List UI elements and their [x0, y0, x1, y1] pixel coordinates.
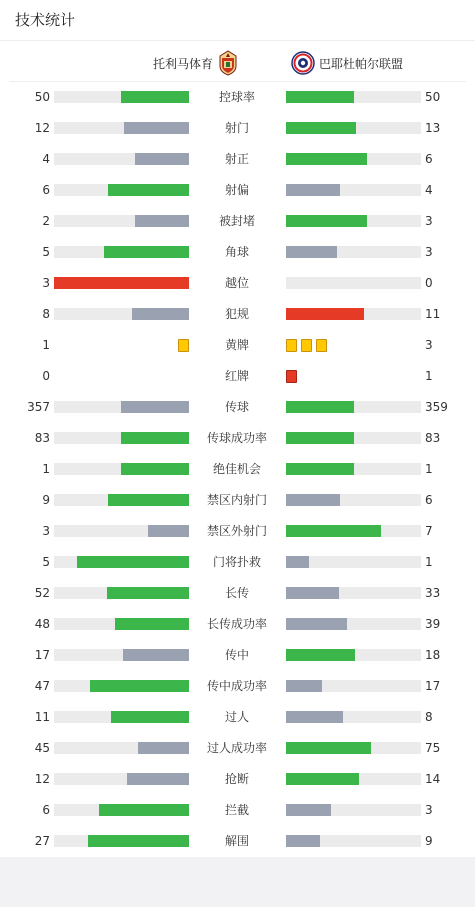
home-bar-fill	[108, 184, 189, 196]
stat-row	[0, 640, 475, 671]
home-value: 52	[34, 586, 50, 600]
stat-label: 越位	[224, 276, 249, 290]
home-value: 5	[42, 555, 50, 569]
stat-label: 过人	[224, 710, 249, 724]
stat-row	[0, 144, 475, 175]
home-value: 17	[34, 648, 50, 662]
home-bar-fill	[123, 649, 189, 661]
home-value: 5	[42, 245, 50, 259]
stat-label: 长传	[224, 586, 249, 600]
away-bar-fill	[286, 184, 340, 196]
stat-label: 禁区外射门	[206, 524, 267, 538]
home-value: 50	[34, 90, 50, 104]
home-bar-fill	[77, 556, 189, 568]
away-value: 39	[425, 617, 441, 631]
stat-label: 角球	[224, 245, 249, 259]
home-value: 47	[34, 679, 50, 693]
away-bar-track	[286, 184, 421, 196]
home-bar-fill	[111, 711, 189, 723]
away-value: 359	[425, 400, 448, 414]
stat-label: 门将扑救	[212, 555, 261, 569]
home-value: 2	[42, 214, 50, 228]
away-value: 3	[425, 803, 433, 817]
away-value: 3	[425, 338, 433, 352]
home-bar-track	[54, 587, 189, 599]
home-bar-fill	[121, 91, 189, 103]
home-value: 6	[42, 803, 50, 817]
home-value: 83	[34, 431, 50, 445]
home-bar-track	[54, 742, 189, 754]
home-bar-fill	[124, 122, 189, 134]
stat-row	[0, 609, 475, 640]
stat-row	[0, 237, 475, 268]
home-bar-track	[54, 91, 189, 103]
home-bar-track	[54, 401, 189, 413]
stat-label: 绝佳机会	[212, 462, 261, 476]
away-value: 1	[425, 555, 433, 569]
home-team-crest-icon	[219, 50, 237, 76]
home-bar-fill	[108, 494, 189, 506]
stat-label: 黄牌	[224, 338, 249, 352]
stat-label: 射门	[224, 121, 249, 135]
home-bar-fill	[104, 246, 189, 258]
stat-label: 拦截	[224, 803, 249, 817]
home-value: 0	[42, 369, 50, 383]
home-bar-track	[54, 277, 189, 289]
home-bar-fill	[54, 277, 189, 289]
yellow-card-icon	[301, 339, 312, 352]
home-bar-fill	[138, 742, 189, 754]
home-bar-fill	[88, 835, 189, 847]
away-bar-fill	[286, 401, 354, 413]
stat-label: 禁区内射门	[206, 493, 267, 507]
away-value: 3	[425, 245, 433, 259]
home-value: 27	[34, 834, 50, 848]
yellow-card-icon	[286, 339, 297, 352]
home-team[interactable]	[153, 50, 237, 76]
home-bar-track	[54, 122, 189, 134]
stat-row	[0, 206, 475, 237]
stat-row	[0, 671, 475, 702]
home-bar-track	[54, 711, 189, 723]
home-team-name: 托利马体育	[152, 56, 213, 71]
home-bar-track	[54, 649, 189, 661]
away-bar-track	[286, 711, 421, 723]
stat-label: 传球	[224, 400, 249, 414]
home-value: 3	[42, 276, 50, 290]
away-bar-track	[286, 246, 421, 258]
away-bar-fill	[286, 711, 343, 723]
away-bar-track	[286, 680, 421, 692]
teams-header	[9, 41, 466, 82]
away-value: 75	[425, 741, 441, 755]
home-bar-fill	[121, 432, 189, 444]
away-bar-track	[286, 494, 421, 506]
away-value: 4	[425, 183, 433, 197]
home-bar-track	[54, 215, 189, 227]
stat-row	[0, 795, 475, 826]
away-bar-track	[286, 277, 421, 289]
stat-row	[0, 423, 475, 454]
away-value: 0	[425, 276, 433, 290]
stat-label: 射正	[224, 152, 249, 166]
stat-label: 抢断	[224, 772, 249, 786]
away-cards	[286, 339, 327, 352]
home-value: 12	[34, 121, 50, 135]
away-bar-fill	[286, 308, 364, 320]
home-bar-fill	[99, 804, 189, 816]
home-bar-track	[54, 525, 189, 537]
home-bar-fill	[148, 525, 189, 537]
away-bar-track	[286, 773, 421, 785]
away-bar-track	[286, 401, 421, 413]
away-bar-track	[286, 587, 421, 599]
stat-label: 被封堵	[218, 214, 255, 228]
away-bar-fill	[286, 804, 331, 816]
home-bar-track	[54, 246, 189, 258]
stat-label: 解围	[224, 834, 249, 848]
home-bar-fill	[90, 680, 189, 692]
away-value: 3	[425, 214, 433, 228]
stat-label: 红牌	[224, 369, 249, 383]
away-bar-fill	[286, 835, 320, 847]
stat-row	[0, 299, 475, 330]
away-bar-track	[286, 835, 421, 847]
home-bar-track	[54, 308, 189, 320]
stat-label: 传中成功率	[206, 679, 267, 693]
home-value: 6	[42, 183, 50, 197]
home-value: 357	[27, 400, 50, 414]
home-value: 8	[42, 307, 50, 321]
home-bar-track	[54, 835, 189, 847]
away-team-crest-icon	[291, 51, 315, 75]
home-bar-track	[54, 618, 189, 630]
home-bar-fill	[135, 215, 189, 227]
stat-label: 过人成功率	[206, 741, 267, 755]
stat-row	[0, 702, 475, 733]
home-bar-fill	[127, 773, 189, 785]
home-value: 45	[34, 741, 50, 755]
home-value: 1	[42, 462, 50, 476]
stat-row	[0, 268, 475, 299]
yellow-card-icon	[316, 339, 327, 352]
stat-label: 传中	[224, 648, 249, 662]
stat-row	[0, 392, 475, 423]
away-value: 17	[425, 679, 441, 693]
stat-row	[0, 485, 475, 516]
home-bar-track	[54, 184, 189, 196]
home-bar-fill	[121, 463, 189, 475]
home-value: 3	[42, 524, 50, 538]
away-cards	[286, 370, 297, 383]
away-bar-track	[286, 215, 421, 227]
home-bar-fill	[115, 618, 189, 630]
away-bar-fill	[286, 742, 371, 754]
stat-label: 控球率	[218, 90, 255, 104]
stat-row	[0, 733, 475, 764]
home-bar-track	[54, 153, 189, 165]
stat-label: 长传成功率	[206, 617, 267, 631]
away-bar-fill	[286, 525, 381, 537]
away-bar-fill	[286, 246, 337, 258]
home-bar-fill	[132, 308, 189, 320]
away-value: 7	[425, 524, 433, 538]
away-bar-track	[286, 556, 421, 568]
stat-row	[0, 516, 475, 547]
home-value: 4	[42, 152, 50, 166]
away-bar-track	[286, 91, 421, 103]
away-bar-fill	[286, 463, 354, 475]
stat-row	[0, 175, 475, 206]
home-bar-fill	[107, 587, 189, 599]
away-value: 18	[425, 648, 441, 662]
away-bar-fill	[286, 494, 340, 506]
page-title: 技术统计	[0, 0, 475, 41]
yellow-card-icon	[178, 339, 189, 352]
home-bar-track	[54, 432, 189, 444]
stats-list	[0, 82, 475, 857]
away-team-name: 巴耶杜帕尔联盟	[319, 56, 404, 71]
away-bar-track	[286, 432, 421, 444]
home-value: 11	[34, 710, 50, 724]
away-value: 9	[425, 834, 433, 848]
home-value: 48	[34, 617, 50, 631]
away-bar-track	[286, 618, 421, 630]
away-bar-fill	[286, 153, 367, 165]
away-bar-fill	[286, 587, 339, 599]
stat-row	[0, 330, 475, 361]
away-value: 33	[425, 586, 441, 600]
stat-row	[0, 764, 475, 795]
stat-row	[0, 113, 475, 144]
away-bar-track	[286, 804, 421, 816]
stat-row	[0, 826, 475, 857]
away-bar-track	[286, 649, 421, 661]
stat-row	[0, 82, 475, 113]
away-value: 13	[425, 121, 441, 135]
away-bar-track	[286, 463, 421, 475]
home-bar-track	[54, 804, 189, 816]
away-bar-fill	[286, 618, 347, 630]
home-bar-track	[54, 463, 189, 475]
home-bar-track	[54, 773, 189, 785]
home-value: 12	[34, 772, 50, 786]
stat-label: 犯规	[224, 307, 249, 321]
red-card-icon	[286, 370, 297, 383]
away-bar-fill	[286, 680, 322, 692]
home-bar-track	[54, 680, 189, 692]
away-bar-track	[286, 525, 421, 537]
away-value: 1	[425, 369, 433, 383]
stat-row	[0, 454, 475, 485]
home-bar-track	[54, 556, 189, 568]
away-bar-fill	[286, 649, 355, 661]
away-value: 1	[425, 462, 433, 476]
home-value: 9	[42, 493, 50, 507]
away-bar-track	[286, 153, 421, 165]
stat-label: 射偏	[224, 183, 249, 197]
away-value: 11	[425, 307, 441, 321]
away-bar-track	[286, 122, 421, 134]
away-value: 83	[425, 431, 441, 445]
away-team[interactable]	[291, 50, 403, 76]
away-value: 14	[425, 772, 441, 786]
away-bar-fill	[286, 91, 354, 103]
home-bar-track	[54, 494, 189, 506]
away-bar-track	[286, 742, 421, 754]
away-bar-fill	[286, 773, 359, 785]
home-cards	[178, 339, 189, 352]
home-bar-fill	[135, 153, 189, 165]
away-value: 50	[425, 90, 441, 104]
away-value: 6	[425, 152, 433, 166]
away-bar-fill	[286, 432, 354, 444]
stat-row	[0, 361, 475, 392]
away-value: 6	[425, 493, 433, 507]
home-value: 1	[42, 338, 50, 352]
stat-row	[0, 547, 475, 578]
away-bar-fill	[286, 556, 309, 568]
away-bar-fill	[286, 122, 356, 134]
away-value: 8	[425, 710, 433, 724]
away-bar-track	[286, 308, 421, 320]
home-bar-fill	[121, 401, 189, 413]
away-bar-fill	[286, 215, 367, 227]
stat-label: 传球成功率	[206, 431, 267, 445]
stat-row	[0, 578, 475, 609]
